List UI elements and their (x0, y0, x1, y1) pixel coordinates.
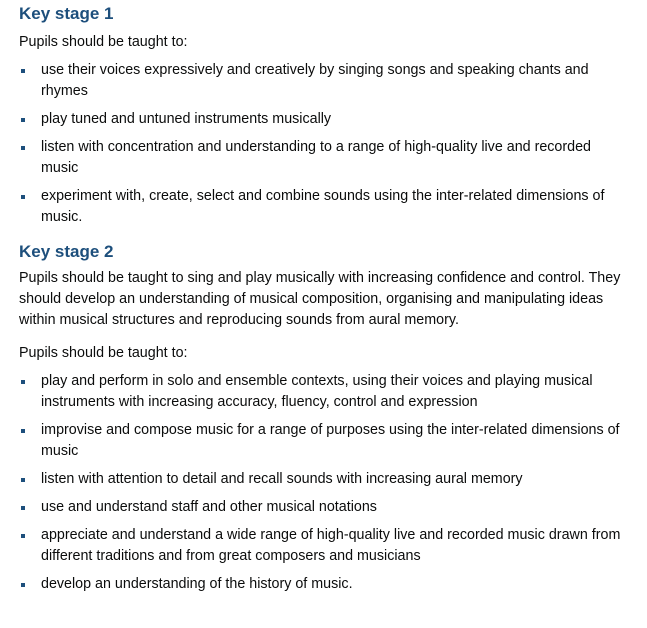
square-bullet-icon (21, 118, 25, 122)
list-item (19, 469, 627, 490)
list-item (19, 109, 627, 130)
ks2-intro: Pupils should be taught to: (19, 345, 188, 361)
list-item-text: listen with attention to detail and recall sounds with increasing aural memory (41, 471, 523, 487)
square-bullet-icon (21, 534, 25, 538)
square-bullet-icon (21, 146, 25, 150)
list-item-text: use and understand staff and other musical notations (41, 499, 377, 515)
list-item-text: use their voices expressively and creatively by singing songs and speaking chants and rhymes (41, 62, 589, 99)
list-item-text: play and perform in solo and ensemble contexts, using their voices and playing musical instruments with increasing accuracy, fluency, control and expression (41, 373, 593, 410)
ks1-intro: Pupils should be taught to: (19, 34, 188, 50)
square-bullet-icon (21, 380, 25, 384)
list-item-text: listen with concentration and understanding to a range of high-quality live and recorded music (41, 139, 591, 176)
list-item (19, 574, 627, 595)
square-bullet-icon (21, 506, 25, 510)
list-item-text: experiment with, create, select and combine sounds using the inter-related dimensions of music. (41, 188, 605, 225)
list-item-text: play tuned and untuned instruments musically (41, 111, 332, 127)
ks1-heading: Key stage 1 (19, 4, 114, 23)
list-item-text: appreciate and understand a wide range of high-quality live and recorded music drawn from different traditions and from great composers and musicians (41, 527, 621, 564)
list-item (19, 371, 627, 413)
ks2-list (19, 371, 627, 595)
square-bullet-icon (21, 478, 25, 482)
list-item (19, 525, 627, 567)
list-item (19, 137, 627, 179)
ks2-intro-paragraph: Pupils should be taught to sing and play musically with increasing confidence and control. They should develop an understanding of musical composition, organising and manipulating ideas within musical structures and reproducing sounds from aural memory. (19, 270, 621, 328)
square-bullet-icon (21, 69, 25, 73)
list-item (19, 186, 627, 228)
square-bullet-icon (21, 195, 25, 199)
square-bullet-icon (21, 583, 25, 587)
ks1-list (19, 60, 627, 228)
square-bullet-icon (21, 429, 25, 433)
list-item-text: improvise and compose music for a range of purposes using the inter-related dimensions of music (41, 422, 620, 459)
list-item-text: develop an understanding of the history of music. (41, 576, 353, 592)
list-item (19, 60, 627, 102)
ks2-heading: Key stage 2 (19, 242, 114, 261)
list-item (19, 420, 627, 462)
list-item (19, 497, 627, 518)
